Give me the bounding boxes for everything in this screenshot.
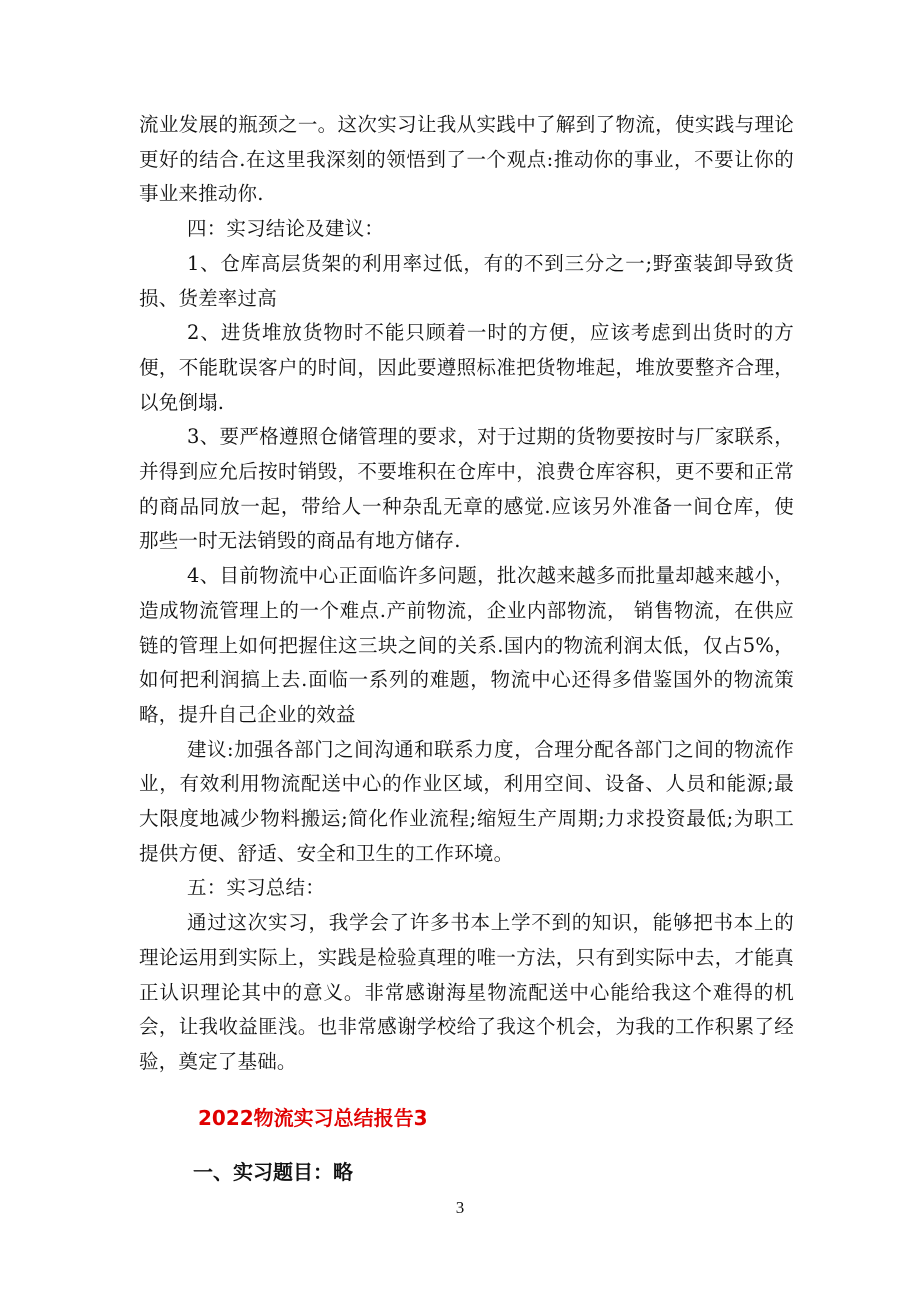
section-heading: 一、实习题目：略 xyxy=(193,1160,353,1184)
paragraph-continuation: 流业发展的瓶颈之一。这次实习让我从实践中了解到了物流，使实践与理论更好的结合.在这里我深刻的领悟到了一个观点:推动你的事业，不要让你的事业来推动你. xyxy=(139,113,794,206)
page-number: 3 xyxy=(455,1198,465,1217)
paragraph-summary: 通过这次实习，我学会了许多书本上学不到的知识，能够把书本上的理论运用到实际上，实践是检验真理的唯一方法，只有到实际中去，才能真正认识理论其中的意义。非常感谢海星物流配送中心能给我这个难得的机会，让我收益匪浅。也非常感谢学校给了我这个机会，为我的工作积累了经验，奠定了基础。 xyxy=(139,911,794,1073)
paragraph-point-3: 3、要严格遵照仓储管理的要求，对于过期的货物要按时与厂家联系，并得到应允后按时销毁，不要堆积在仓库中，浪费仓库容积，更不要和正常的商品同放一起，带给人一种杂乱无章的感觉.应该另外准备一间仓库，使那些一时无法销毁的商品有地方储存. xyxy=(139,425,794,553)
paragraph-point-1: 1、仓库高层货架的利用率过低，有的不到三分之一;野蛮装卸导致货损、货差率过高 xyxy=(139,251,794,310)
paragraph-point-4: 4、目前物流中心正面临许多问题，批次越来越多而批量却越来越小，造成物流管理上的一个难点.产前物流，企业内部物流， 销售物流，在供应链的管理上如何把握住这三块之间的关系.国内的物流利润太低，仅占5%，如何把利润搞上去.面临一系列的难题，物流中心还得多借鉴国外的物流策略，提升自己企业的效益 xyxy=(139,564,794,726)
paragraph-point-2: 2、进货堆放货物时不能只顾着一时的方便，应该考虑到出货时的方便，不能耽误客户的时间，因此要遵照标准把货物堆起，堆放要整齐合理，以免倒塌. xyxy=(139,321,794,414)
heading-summary: 五：实习总结： xyxy=(187,876,325,900)
paragraph-suggestion: 建议:加强各部门之间沟通和联系力度，合理分配各部门之间的物流作业，有效利用物流配送中心的作业区域，利用空间、设备、人员和能源;最大限度地减少物料搬运;简化作业流程;缩短生产周期;力求投资最低;为职工提供方便、舒适、安全和卫生的工作环境。 xyxy=(139,737,794,865)
body-text xyxy=(139,108,794,1080)
report-title: 2022物流实习总结报告3 xyxy=(198,1106,428,1130)
heading-conclusions: 四：实习结论及建议： xyxy=(187,217,385,241)
